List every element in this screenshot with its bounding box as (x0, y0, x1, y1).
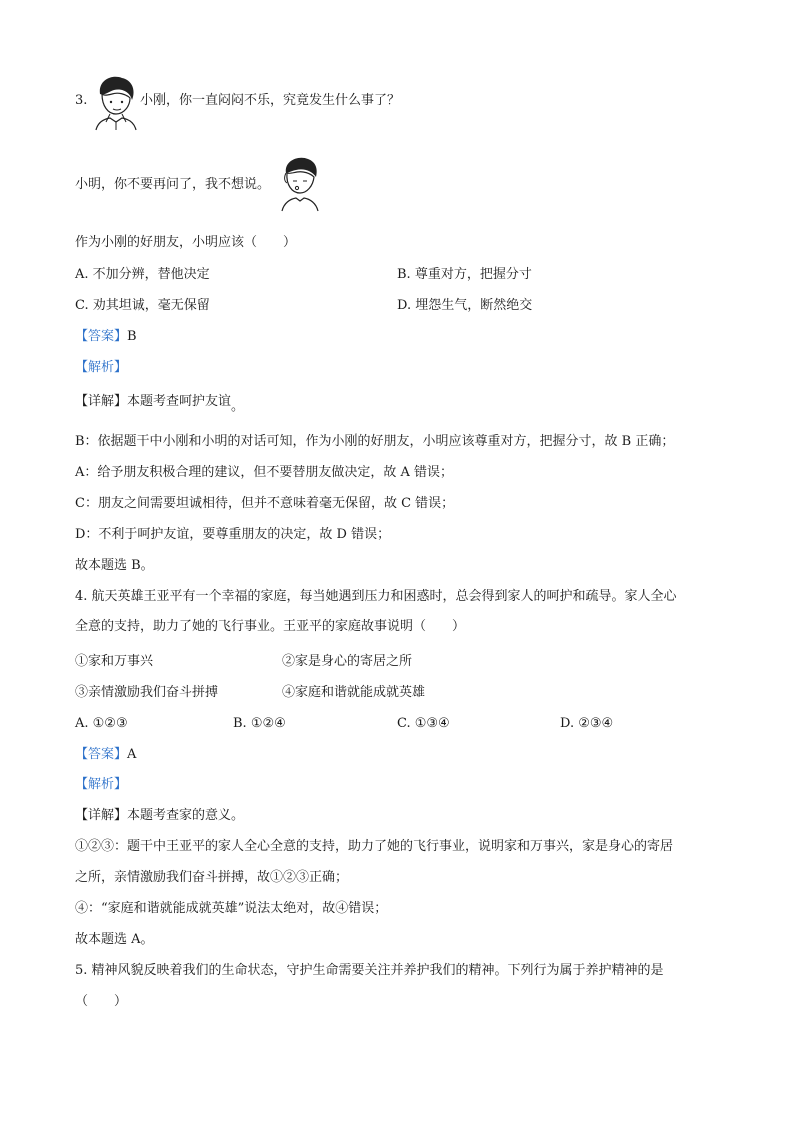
answer-tag: 【答案】 (75, 747, 128, 762)
option-3d: D. 埋怨生气，断然绝交 (397, 298, 533, 313)
explanation-4-line2: 之所，亲情激励我们奋斗拼搏，故①②③正确； (75, 870, 349, 885)
option-4c: C. ①③④ (397, 716, 450, 731)
answer-value: A (127, 747, 137, 762)
question-3-number: 3. (75, 93, 88, 108)
question-5-stem-line1: 5. 精神风貌反映着我们的生命状态，守护生命需要关注并养护我们的精神。下列行为属于养护精神的是 (75, 963, 664, 978)
option-3a: A. 不加分辨，替他决定 (75, 267, 210, 282)
question-3-stem: 作为小刚的好朋友，小明应该（ ） (75, 235, 297, 250)
statement-3: ③亲情激励我们奋斗拼搏 (75, 685, 219, 700)
detail-tag: 【详解】 (75, 394, 128, 409)
detail-intro: 本题考查呵护友谊 (127, 394, 232, 409)
option-3c: C. 劝其坦诚，毫无保留 (75, 298, 210, 313)
explanation-3d: D：不利于呵护友谊，要尊重朋友的决定，故 D 错误； (75, 527, 391, 542)
explanation-3c: C：朋友之间需要坦诚相待，但并不意味着毫无保留，故 C 错误； (75, 496, 455, 511)
xiaogang-speech: 小刚，你一直闷闷不乐，究竟发生什么事了？ (140, 93, 401, 108)
xiaoming-speech: 小明，你不要再问了，我不想说。 (75, 177, 271, 192)
detail-4 (75, 807, 244, 825)
option-4a: A. ①②③ (75, 716, 128, 731)
question-4-stem-line2: 全意的支持，助力了她的飞行事业。王亚平的家庭故事说明（ ） (75, 619, 466, 634)
boy-xiaogang-illustration (92, 72, 140, 132)
question-4-stem-line1: 4. 航天英雄王亚平有一个幸福的家庭，每当她遇到压力和困惑时，总会得到家人的呵护和疏导。家人全心 (75, 589, 677, 604)
analysis-tag-4: 【解析】 (75, 777, 128, 792)
answer-4 (75, 746, 136, 764)
detail-tag: 【详解】 (75, 808, 128, 823)
analysis-tag-3: 【解析】 (75, 360, 128, 375)
option-4d: D. ②③④ (560, 716, 614, 731)
question-5-stem-line2: （ ） (75, 994, 128, 1009)
explanation-4-line3: ④：“家庭和谐就能成就英雄”说法太绝对，故④错误； (75, 901, 388, 916)
answer-value: B (127, 329, 137, 344)
detail-dot: 。 (231, 399, 245, 414)
option-4b: B. ①②④ (233, 716, 286, 731)
conclusion-3: 故本题选 B。 (75, 558, 154, 573)
explanation-3b: B：依据题干中小刚和小明的对话可知，作为小刚的好朋友，小明应该尊重对方，把握分寸，故 B 正确； (75, 434, 675, 449)
explanation-3a: A：给予朋友积极合理的建议，但不要替朋友做决定，故 A 错误； (75, 465, 454, 480)
statement-2: ②家是身心的寄居之所 (282, 654, 413, 669)
statement-1: ①家和万事兴 (75, 654, 154, 669)
detail-3 (75, 393, 245, 414)
option-3b: B. 尊重对方，把握分寸 (397, 267, 532, 282)
conclusion-4: 故本题选 A。 (75, 932, 154, 947)
boy-xiaoming-illustration (276, 153, 324, 213)
statement-4: ④家庭和谐就能成就英雄 (282, 685, 426, 700)
answer-tag: 【答案】 (75, 329, 128, 344)
detail-intro: 本题考查家的意义。 (127, 808, 245, 823)
explanation-4-line1: ①②③：题干中王亚平的家人全心全意的支持，助力了她的飞行事业，说明家和万事兴，家是身心的寄居 (75, 839, 674, 854)
answer-3 (75, 328, 137, 346)
